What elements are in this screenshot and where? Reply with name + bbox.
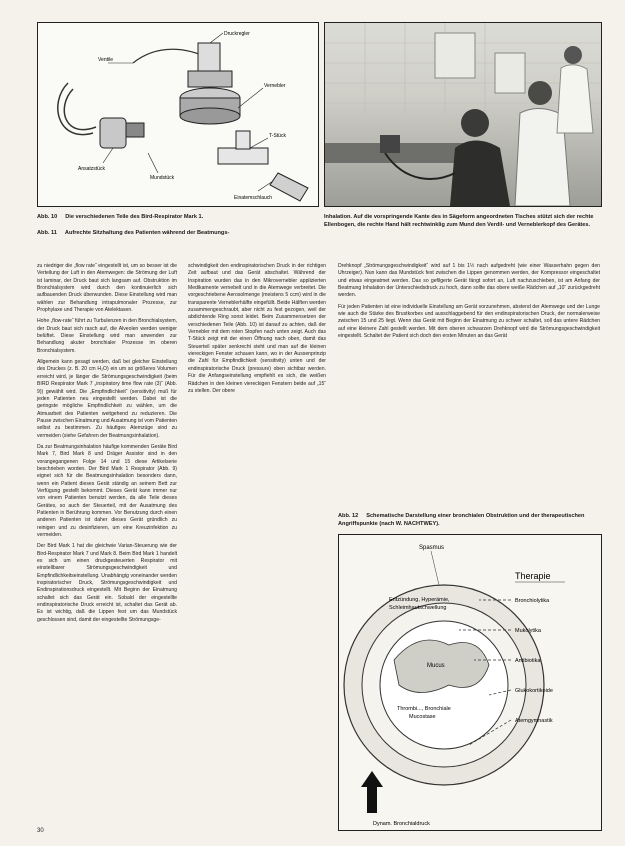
label-leader xyxy=(250,138,268,148)
paragraph: Drehknopf „Strömungsgeschwindigkeit“ wird auf 1 bis 1½ nach aufgedreht (wie einer Wasserhahn gegen den Uhrzeiger). Nun kann das Mundstück fest zwischen die Lippen genommen werden, der Kompressor eingeschaltet und etwas eingeatmet werden. Das so gefilgerte Gerät fängt sofort an, Luft nachzuschieben, ist am Anfang der Beatmung Inhalation der Unterschiedsdruck zu hoch, dann sollte das obere weiße Rädchen auf „10“ zurückgedreht werden. xyxy=(338,263,600,299)
caption-text: Aufrechte Sitzhaltung des Patienten während der Beatmungs- xyxy=(64,230,230,236)
patient-body-shape xyxy=(450,141,510,207)
label-entzuendung: Entzündung, Hyperämie, xyxy=(389,597,450,603)
caption-photo: Inhalation. Auf die vorspringende Kante des in Sägeform angeordneten Tisches stützt sich der rechte Ellenbogen, die rechte Hand hält rechtwinklig zum Mund den Verdil- und Verneblerkopf des Gerätes. xyxy=(324,214,594,228)
label-druckregler: Druckregler xyxy=(224,31,250,37)
patient-head-shape xyxy=(461,109,489,137)
paragraph: zu niedriger die „flow rate“ eingestellt ist, um so besser ist die Verteilung der Luft in den Atemwegen: die Strömung der Luft ist laminar, der Druck baut sich langsam auf. Obstruktion im Bronchialsystem wird durch den kontinuierlich sich aufbauenden Druck überwunden. Diese Einstellung wird man wählen zur Behandlung intrapulmonaler Prozesse, zur Prophylaxe und Therapie von Atelektasen. xyxy=(37,263,177,314)
label-leader xyxy=(238,88,263,108)
label-ventile: Ventile xyxy=(98,57,114,63)
caption-abb10 xyxy=(37,213,327,221)
device-shape xyxy=(380,135,400,153)
mouthpiece-shape xyxy=(270,173,308,201)
paragraph: Der Bird Mark 1 hat die gleichwie Varian-Steuerung wie der Bird-Respirator Mark 7 und Mark 8. Beim Bird Mark 1 handelt es sich um einen druckgesteuerten Respirator mit einstellbarer Strömungsgeschwindigkeit und Empfindlichkeitseinstellung. Unabhängig voneinander werden inspiratorischer Druck, Strömungsgeschwindigkeit und Endinspirationsdruck eingestellt. Mit Beginn der Einatmung schaltet sich das Gerät ein. Sobald der eingestellte endinspiratorische Druck erreicht ist, schaltet das Gerät ab. Es ist wichtig, daß die Lippen fest um das Mundstück geschlossen sind, damit der eingestellte Strömungsge- xyxy=(37,543,177,623)
patient-body-shape xyxy=(557,65,593,133)
figure-12-bronchial-schematic xyxy=(338,534,602,831)
therapy-item: Bronchiolytika xyxy=(515,598,550,604)
t-piece-shape xyxy=(218,148,268,164)
hose-line xyxy=(58,83,93,135)
label-t-stueck: T-Stück xyxy=(269,133,286,139)
pressure-arrow-head xyxy=(361,771,383,787)
figure-10-device-diagram xyxy=(37,22,319,207)
label-schleimhaut: Schleimhautschwellung xyxy=(389,605,447,611)
label-leader xyxy=(210,33,223,43)
caption-label: Abb. 11 xyxy=(37,230,57,236)
therapy-item: Mukolytika xyxy=(515,628,541,634)
wall-cabinet-shape xyxy=(435,33,475,78)
paragraph: Für jeden Patienten ist eine individuelle Einstellung am Gerät vorzunehmen, abstend der Atemwege und der Lunge wie auch die Stärke des Brustkorbes und ausschlaggebend für den endinspiratorischen Druck, der normalerweise zwischen 15 und 25 liegt. Wenn das Gerät mit Beginn der Einatmung zu schwer schaltet, soll das untere Rädchen auf eine kleinere Zahl gestellt werden. Mit dem oberen schwarzen Drehknopf wird die Strömungsgeschwindigkeit eingestellt. Schaltet der Patient sich doch den ersten Minuten an das Gerät xyxy=(338,303,600,340)
text-column-1 xyxy=(37,263,177,628)
therapy-item: Antibiotika xyxy=(515,658,541,664)
therapy-item: Glukokortikoide xyxy=(515,688,553,694)
caption-abb12 xyxy=(338,512,600,528)
caption-text: Die verschiedenen Teile des Bird-Respirator Mark 1. xyxy=(65,214,204,220)
label-leader xyxy=(103,148,113,163)
caption-text: Schematische Darstellung einer bronchialen Obstruktion und der therapeutischen Angriffspunkte (nach W. NACHTWEY). xyxy=(338,513,585,527)
caption-label: Abb. 12 xyxy=(338,513,359,519)
nebulizer-shape xyxy=(100,118,126,148)
label-thrombi: Thrombi..., Bronchiale xyxy=(397,706,451,712)
bronchial-schematic-drawing xyxy=(339,535,601,830)
text-column-3 xyxy=(338,263,600,344)
label-mucostase: Mucostase xyxy=(409,714,436,720)
paragraph: Allgemein kann gesagt werden, daß bei gleicher Einstellung des Druckes (z. B. 20 cm H₂O) ein um so größeres Volumen erreicht wird, je länger die Strömungsgeschwindigkeit (beim BIRD Respirator Mark 7 „inspiratory time flow rate (3)“ (Abb. 9)) gewählt wird. Die „Empfindlichkeit“ (sensitivity) muß für jeden Patienten neu eingestellt werden. Dabei ist die geringste mögliche Empfindlichkeit zu wählen, um die Atmuarbeit des Patienten weitgehend zu reduzieren. Die Pause zwischen Einatmung und Ausatmung ist vom Patienten selbst zu bestimmen. Zu häufiges Atemzüge sind zu vermeiden (siehe Gefahren der Beatmungsinhalation). xyxy=(37,359,177,439)
caption-label: Abb. 10 xyxy=(37,214,58,220)
label-dynamik: Dynam. Bronchialdruck xyxy=(373,821,430,827)
photo-illustration xyxy=(325,23,601,206)
text-column-2 xyxy=(188,263,326,399)
label-leader xyxy=(258,181,273,191)
paragraph: schwindigkeit den endinspiratorischen Druck in der richtigen Zeit aufbaut und das Gerät abschaltet. Während der Inspiration wurden das in den Mikrovernebler applizierten Medikamente vernebelt und in die Atemwege verbreitet. Die vorgeschriebene Aerosolmenge (meistens 5 ccm) wird in die transparente Verneblerhälfte eingefüllt. Beide Hälften werden zusammengeschraubt, aber nicht zu fest gezogen, weil der abdichtende Ring sonst leidet. Beim Zusammensetzen der verschiedenen Teile (Abb. 10) ist darauf zu achten, daß der Vernebler mit dem roten Stopfen nach unten zeigt. Auch das T-Stück zeigt mit der einen Öffnung nach oben, damit das Steuerteil später senkrecht steht und man auf die kleinen viereckigen Fenster schauen kann, wo in der Aussenprinzip die Zahl für Empfindlichkeit (sensitivity) unten und der endinspiratorische Druck (pressure) oben sichtbar werden. Für die Anfangseinstellung empfiehlt es sich, die weißen Rädchen in den kleinen viereckigen Fenstern beide auf „15“ zu stellen. Der obere xyxy=(188,263,326,394)
t-piece-stem-shape xyxy=(236,131,250,149)
wall-cabinet-shape xyxy=(495,53,525,93)
patient-head-shape xyxy=(528,81,552,105)
label-mundstueck: Mundstück xyxy=(150,175,175,181)
label-einatemschlauch: Einatemschlauch xyxy=(234,195,273,201)
pressure-regulator-shape xyxy=(198,43,220,71)
patient-head-shape xyxy=(564,46,582,64)
label-mucus: Mucus xyxy=(427,663,445,669)
label-spasmus: Spasmus xyxy=(419,545,445,551)
label-therapie: Therapie xyxy=(515,571,551,581)
therapy-item: Atemgymnastik xyxy=(515,718,553,724)
label-leader xyxy=(431,551,439,585)
pressure-arrow-shaft xyxy=(367,785,377,813)
hose-line xyxy=(133,49,208,63)
hose-line xyxy=(64,89,96,130)
label-leader xyxy=(148,153,158,173)
photo-patient-inhalation xyxy=(324,22,602,207)
paragraph: Hohe „flow-rate“ führt zu Turbulenzen in den Bronchialsystem, der Druck baut sich rasch auf, die Alveolen werden weniger belüftet. Diese Einstellung wird man anwenden zur Behandlung akuter bronchialer Prozesse im oberen Bronchialsystem. xyxy=(37,318,177,354)
nebulizer-cap-shape xyxy=(126,123,144,137)
respirator-parts-drawing xyxy=(38,23,318,206)
page-number: 30 xyxy=(37,828,44,834)
caption-abb11 xyxy=(37,229,327,237)
paragraph: Da zur Beatmungsinhalation häufige kommenden Geräte Bird Mark 7, Bird Mark 8 und Dräger Assistor sind in den vorangegangenen Folge 14 und 15 diese Artikelserie beschrieben worden. Der Bird Mark 1 Respirator (Abb. 9) eignet sich für die Beatmungsinhalation besonders dann, wenn ein Patient dieses Gerät ständig an seinem Bett zur Verfügung gestellt bekommt. Dieses Gerät kann immer nur von einem Patienten benutzt werden, da alle Teile dieses Gerätes, so auch der Steuerteil, mit der Ausatmung des Patienten in Berührung kommen. Vor Benutzung durch einen anderen Patienten ist daher dieses Gerät gründlich zu reinigen und zu desinfizieren, um eine Kreuzinfektion zu vermeiden. xyxy=(37,443,177,539)
valve-ring-shape xyxy=(180,108,240,124)
valve-body-shape xyxy=(188,71,232,87)
label-ansatzstueck: Ansatzstück xyxy=(78,166,105,172)
label-vernebler: Vernebler xyxy=(264,83,286,89)
